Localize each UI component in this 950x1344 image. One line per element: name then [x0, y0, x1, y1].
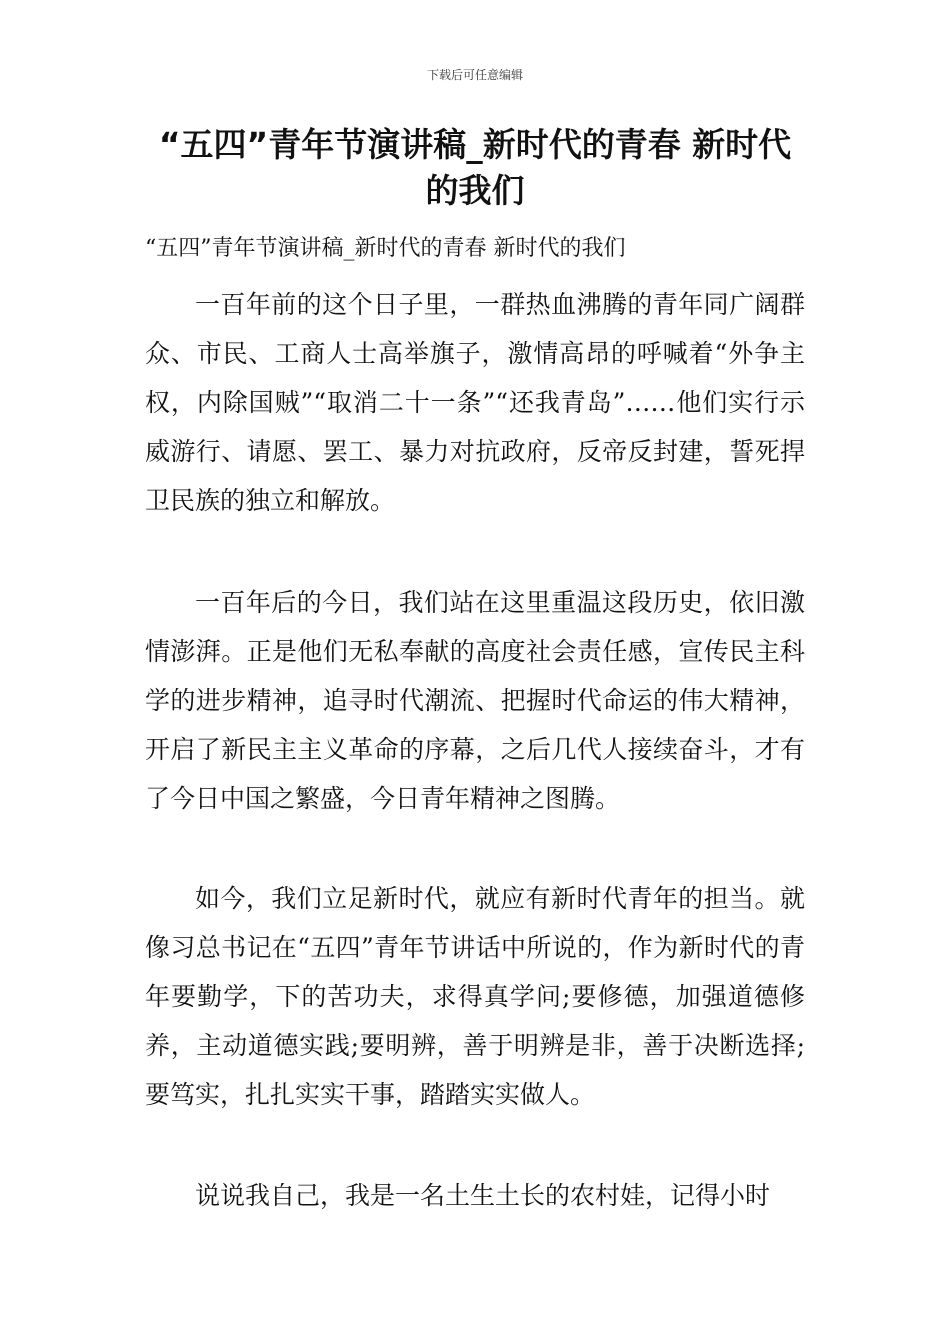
document-title: “五四”青年节演讲稿_新时代的青春 新时代的我们	[158, 125, 792, 210]
page-header-note: 下载后可任意编辑	[426, 68, 523, 82]
paragraph: 一百年前的这个日子里，一群热血沸腾的青年同广阔群众、市民、工商人士高举旗子，激情高昂的呼喊着“外争主权，内除国贼”“取消二十一条”“还我青岛”……他们实行示威游行、请愿、罢工、暴力对抗政府，反帝反封建，誓死捍卫民族的独立和解放。	[145, 290, 805, 515]
document-subtitle: “五四”青年节演讲稿_新时代的青春 新时代的我们	[145, 236, 626, 261]
paragraph: 一百年后的今日，我们站在这里重温这段历史，依旧激情澎湃。正是他们无私奉献的高度社会责任感，宣传民主科学的进步精神，追寻时代潮流、把握时代命运的伟大精神，开启了新民主主义革命的序幕，之后几代人接续奋斗，才有了今日中国之繁盛，今日青年精神之图腾。	[145, 588, 805, 813]
paragraph: 如今，我们立足新时代，就应有新时代青年的担当。就像习总书记在“五四”青年节讲话中所说的，作为新时代的青年要勤学，下的苦功夫，求得真学问;要修德，加强道德修养，主动道德实践;要明辨，善于明辨是非，善于决断选择;要笃实，扎扎实实干事，踏踏实实做人。	[145, 884, 805, 1109]
paragraph: 说说我自己，我是一名土生土长的农村娃，记得小时	[195, 1181, 771, 1210]
